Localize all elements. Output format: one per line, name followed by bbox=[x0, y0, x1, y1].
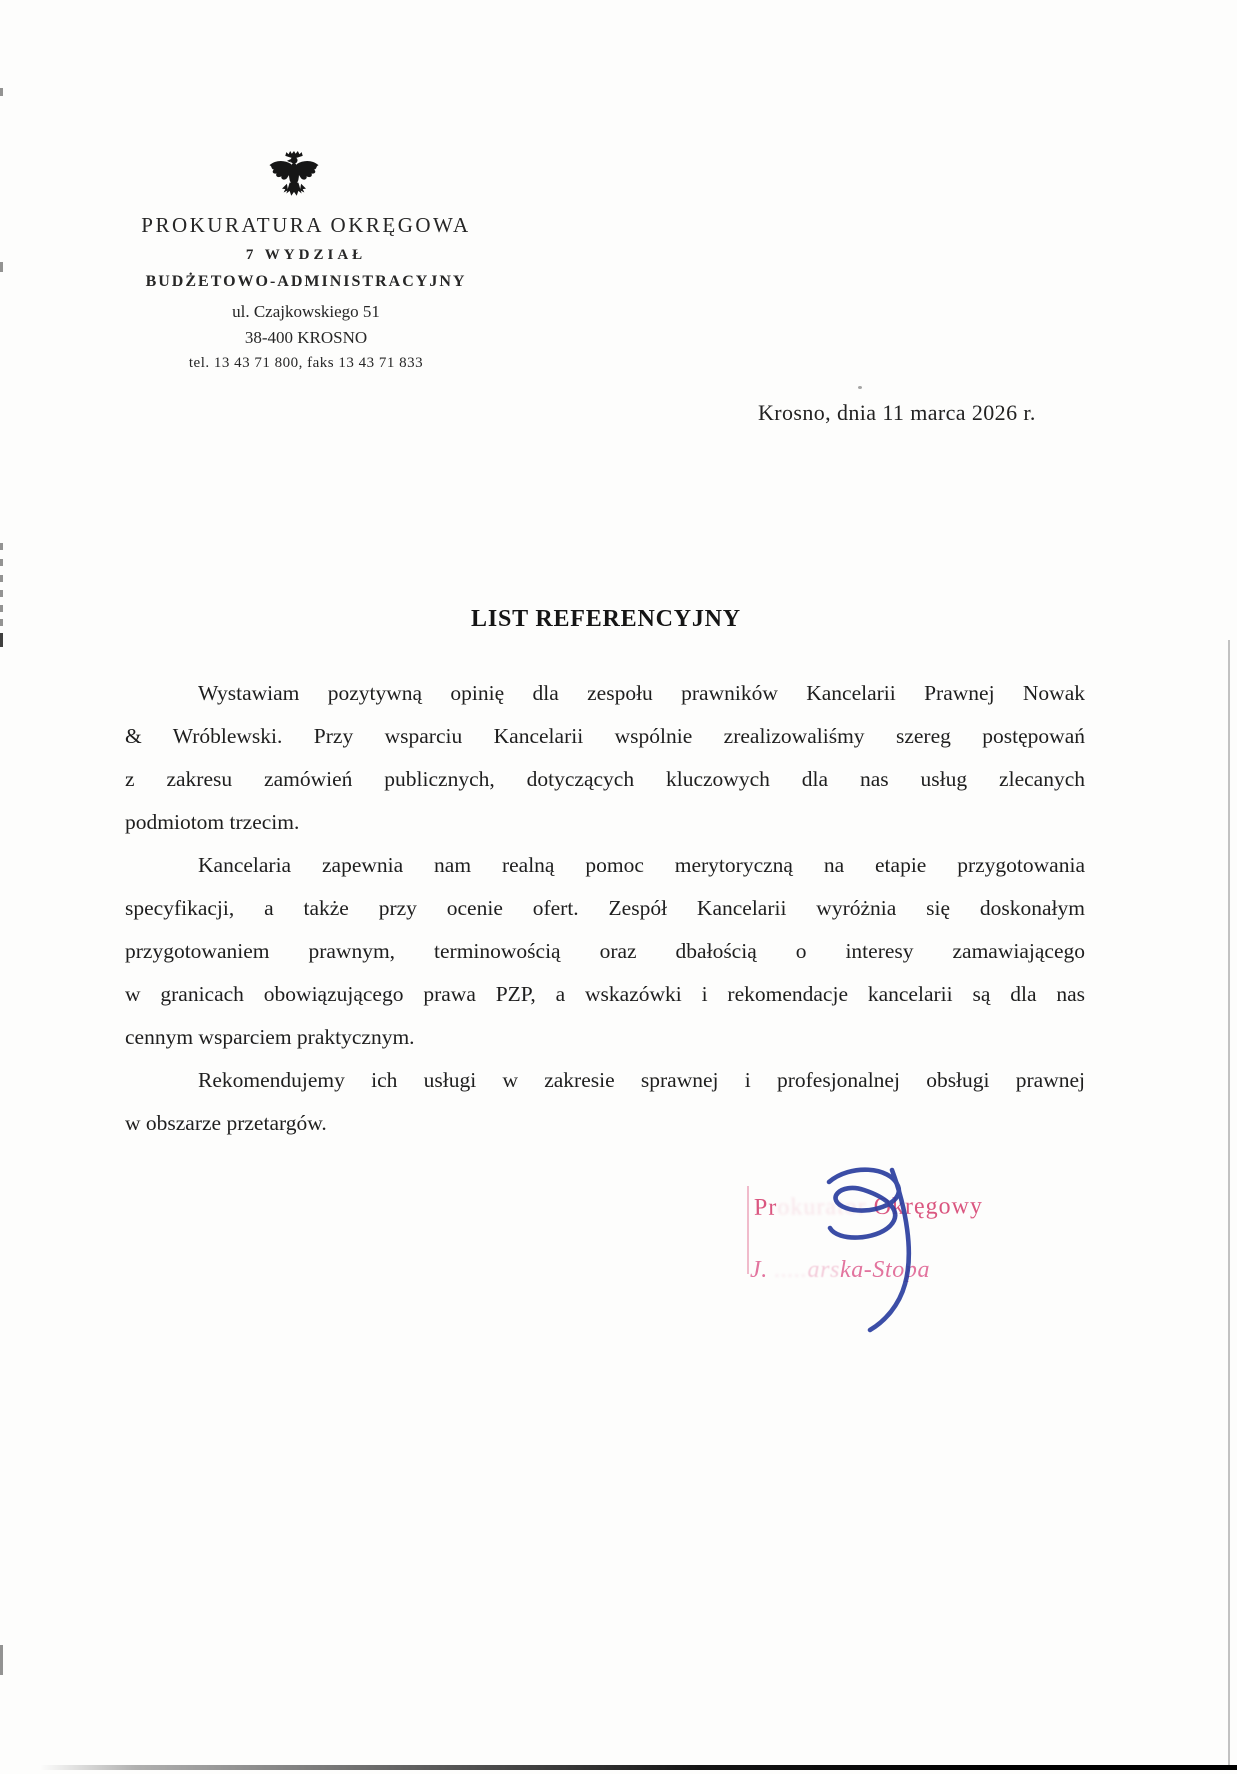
body-line: cennym wsparciem praktycznym. bbox=[125, 1025, 415, 1049]
dateline: Krosno, dnia 11 marca 2026 r. bbox=[758, 400, 1036, 425]
street-address: ul. Czajkowskiego 51 bbox=[232, 302, 380, 321]
scan-edge-mark bbox=[0, 1645, 3, 1675]
body-line: Wystawiam pozytywną opinię dla zespołu prawników Kancelarii Prawnej Nowak bbox=[198, 681, 1085, 705]
scan-edge-mark bbox=[0, 88, 3, 96]
body-line: Rekomendujemy ich usługi w zakresie sprawnej i profesjonalnej obsługi prawnej bbox=[198, 1068, 1085, 1092]
scan-edge-mark bbox=[0, 633, 3, 647]
body-line: Kancelaria zapewnia nam realną pomoc merytoryczną na etapie przygotowania bbox=[198, 853, 1085, 877]
body-line: z zakresu zamówień publicznych, dotyczących kluczowych dla nas usług zlecanych bbox=[125, 767, 1085, 791]
scan-edge-mark bbox=[0, 543, 3, 550]
letter-body bbox=[125, 672, 1085, 1145]
stamp-name-start: J. bbox=[750, 1257, 768, 1283]
body-line: w obszarze przetargów. bbox=[125, 1111, 327, 1135]
dept-line-2: BUDŻETOWO-ADMINISTRACYJNY bbox=[145, 273, 467, 290]
scan-right-edge-line bbox=[1228, 640, 1230, 1766]
body-line: w granicach obowiązującego prawa PZP, a wskazówki i rekomendacje kancelarii są dla nas bbox=[125, 982, 1085, 1006]
scan-edge-mark bbox=[0, 575, 3, 582]
stamp-name-end: ka-Stopa bbox=[839, 1257, 931, 1283]
letterhead bbox=[120, 213, 492, 372]
polish-eagle-emblem-icon bbox=[266, 151, 322, 211]
document-title: LIST REFERENCYJNY bbox=[471, 606, 741, 632]
body-line: przygotowaniem prawnym, terminowością oraz dbałością o interesy zamawiającego bbox=[125, 939, 1085, 963]
postal-city: 38-400 KROSNO bbox=[244, 328, 368, 347]
scan-edge-mark bbox=[0, 590, 3, 597]
stamp-title-end: Okręgowy bbox=[873, 1193, 984, 1220]
body-line: & Wróblewski. Przy wsparciu Kancelarii wspólnie zrealizowaliśmy szereg postępowań bbox=[125, 724, 1085, 748]
body-line: specyfikacji, a także przy ocenie ofert. Zespół Kancelarii wyróżnia się doskonałym bbox=[125, 896, 1085, 920]
dept-line-1: 7 WYDZIAŁ bbox=[245, 247, 367, 263]
scan-dot-artifact bbox=[858, 386, 862, 389]
stamp-name-mid: ars bbox=[807, 1257, 840, 1283]
stamp-title-start: Pr bbox=[753, 1194, 778, 1221]
scan-edge-mark bbox=[0, 262, 3, 272]
body-line: podmiotom trzecim. bbox=[125, 810, 300, 834]
scan-edge-mark bbox=[0, 605, 3, 612]
scan-bottom-edge-line bbox=[40, 1765, 1237, 1770]
stamp-name-faded: ..... bbox=[774, 1257, 808, 1283]
handwritten-signature bbox=[772, 1160, 942, 1335]
scan-edge-mark bbox=[0, 559, 3, 566]
stamp-border-line bbox=[747, 1186, 749, 1274]
stamp-title-faded: okurator bbox=[777, 1194, 867, 1221]
scan-edge-mark bbox=[0, 619, 3, 626]
org-name: PROKURATURA OKRĘGOWA bbox=[141, 213, 471, 237]
phone-fax-line: tel. 13 43 71 800, faks 13 43 71 833 bbox=[188, 355, 424, 371]
